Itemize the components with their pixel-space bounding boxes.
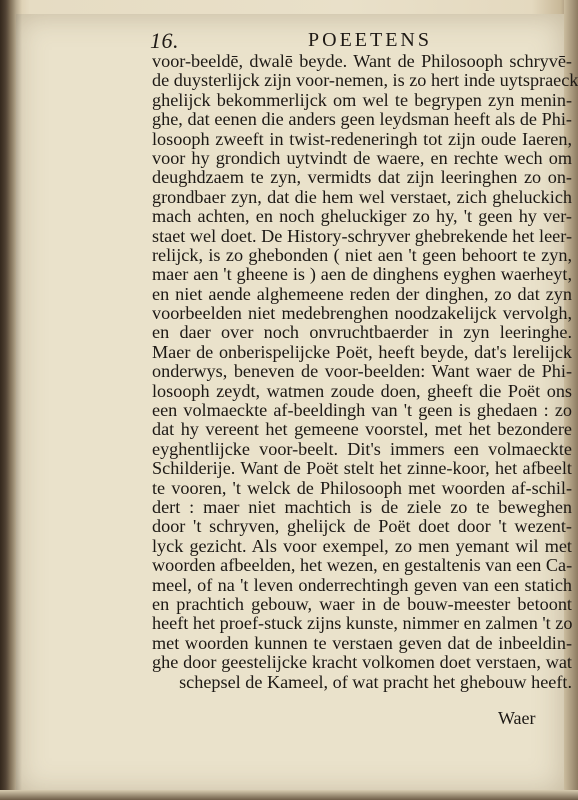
text-line: en daer over noch onvruchtbaerder in zyn leeringhe.	[152, 322, 572, 343]
text-line: relijck, is zo ghebonden ( niet aen 't geen behoort te zyn,	[152, 244, 572, 265]
spine-shadow	[0, 0, 22, 800]
running-head: POEETENS	[308, 29, 432, 51]
text-line: een volmaeckte af-beeldingh van 't geen is ghedaen : zo	[152, 400, 572, 421]
text-line: ghelijck bekommerlijck om wel te begrypen zyn menin-	[152, 89, 572, 110]
body-text	[152, 51, 578, 692]
text-line: onderwys, beneven de voor-beelden: Want waer de Phi-	[152, 361, 572, 382]
text-line: en prachtich gebouw, waer in de bouw-meester betoont	[152, 593, 572, 614]
text-line: voorbeelden niet medebrenghen noodzakelijck vervolgh,	[152, 303, 572, 324]
text-line: door 't schryven, ghelijck de Poët doet door 't wezent-	[152, 516, 572, 537]
text-line: dert : maer niet machtich is de ziele zo te beweghen	[152, 496, 572, 517]
text-line: grondbaer zyn, dat die hem wel verstaet, zich gheluckich	[152, 186, 572, 207]
text-line: staet wel doet. De History-schryver ghebrekende het leer-	[152, 225, 572, 246]
text-line: Schilderije. Want de Poët stelt het zinne-koor, het afbeelt	[152, 458, 572, 479]
page-number: 16.	[150, 28, 179, 53]
text-line: lyck gezicht. Als voor exempel, zo men yemant wil met	[152, 535, 572, 556]
text-line: eyghentlijcke voor-beelt. Dit's immers een volmaeckte	[152, 438, 572, 459]
text-line: maer aen 't gheene is ) aen de dinghens eyghen waerheyt,	[152, 264, 572, 285]
text-line: deughdzaem te zyn, vermidts dat zijn leeringhen zo on-	[152, 167, 572, 188]
text-line: met woorden kunnen te verstaen geven dat de inbeeldin-	[152, 632, 572, 653]
text-line: de duysterlijck zijn voor-nemen, is zo hert inde uytspraeck	[152, 70, 578, 91]
text-line: te vooren, 't welck de Philosooph met woorden af-schil-	[152, 477, 572, 498]
text-line: voor-beeldē, dwalē beyde. Want de Philosooph schryvē-	[152, 51, 572, 71]
text-line: heeft het proef-stuck zijns kunste, nimmer en zalmen 't zo	[152, 613, 573, 634]
text-line: Maer de onberispelijcke Poët, heeft beyde, dat's lerelijck	[152, 341, 572, 362]
text-line: mach achten, en noch gheluckiger zo hy, 't geen hy ver-	[152, 206, 572, 227]
catchword: Waer	[498, 708, 536, 728]
text-line: losooph zeydt, watmen zoude doen, gheeft die Poët ons	[152, 380, 572, 401]
text-line: ghe door geestelijcke kracht volkomen doet verstaen, wat	[152, 652, 572, 673]
text-line: en niet aende alghemeene reden der dinghen, zo dat zyn	[152, 283, 572, 304]
text-line: dat hy vereent het gemeene voorstel, met het bezondere	[152, 419, 572, 440]
text-line: meel, of na 't leven onderrechtingh geven van een statich	[152, 574, 572, 595]
text-line: voor hy grondich uytvindt de waere, en rechte wech om	[152, 147, 572, 168]
page-edge-bottom	[0, 790, 578, 800]
text-line: losooph zweeft in twist-redeneringh tot zijn oude Iaeren,	[152, 128, 572, 149]
text-line: ghe, dat eenen die anders geen leydsman heeft als de Phi-	[152, 109, 572, 130]
text-line: woorden afbeelden, het wezen, en gestaltenis van een Ca-	[152, 555, 573, 576]
text-line: schepsel de Kameel, of wat pracht het ghebouw heeft.	[179, 671, 572, 692]
